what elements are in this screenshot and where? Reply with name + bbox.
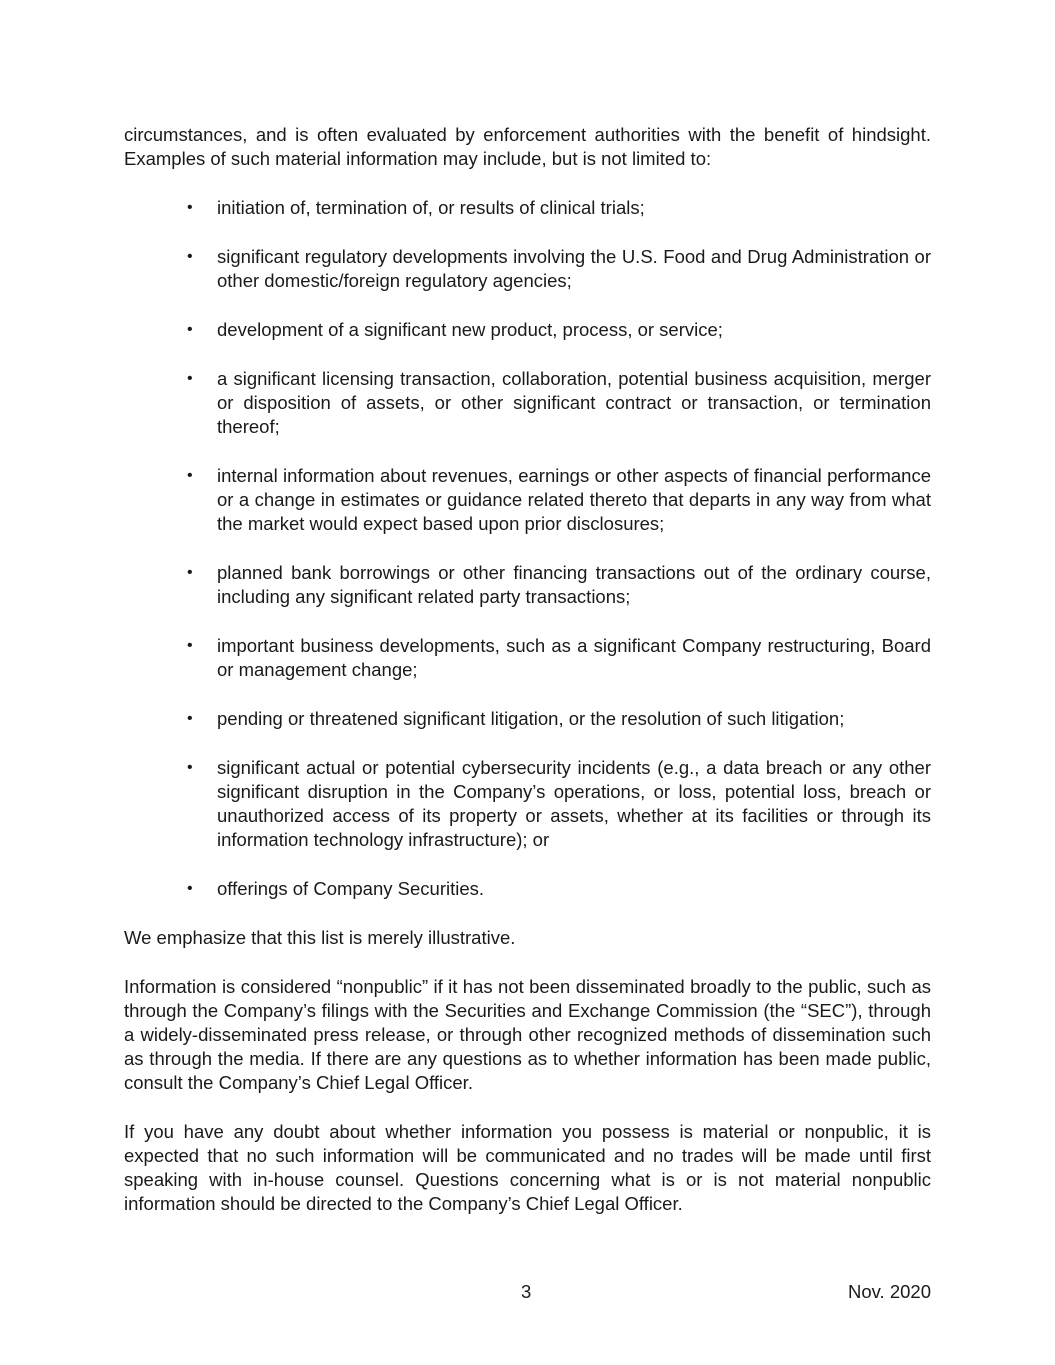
list-item-text: initiation of, termination of, or results of clinical trials; — [217, 197, 645, 218]
nonpublic-paragraph: Information is considered “nonpublic” if it has not been disseminated broadly to the public, such as through the Company’s filings with the Securities and Exchange Commission (the “SEC”), through a widely-disseminated press release, or through other recognized methods of dissemination such as through the media. If there are any questions as to whether information has been made public, consult the Company’s Chief Legal Officer. — [124, 976, 931, 1093]
list-item-text: important business developments, such as a significant Company restructuring, Board or management change; — [217, 635, 931, 680]
list-item-text: significant regulatory developments involving the U.S. Food and Drug Administration or other domestic/foreign regulatory agencies; — [217, 246, 931, 291]
list-item — [187, 707, 931, 731]
list-item-text: planned bank borrowings or other financing transactions out of the ordinary course, including any significant related party transactions; — [217, 562, 931, 607]
bullet-icon: • — [187, 759, 193, 776]
list-item-text: a significant licensing transaction, collaboration, potential business acquisition, merger or disposition of assets, or other significant contract or transaction, or termination thereof; — [217, 368, 931, 437]
emphasis-paragraph: We emphasize that this list is merely illustrative. — [124, 927, 516, 948]
list-item-text: internal information about revenues, earnings or other aspects of financial performance or a change in estimates or guidance related thereto that departs in any way from what the market would expect based upon prior disclosures; — [217, 465, 931, 534]
bullet-icon: • — [187, 248, 193, 265]
bullet-icon: • — [187, 637, 193, 654]
list-item — [187, 561, 931, 609]
material-information-list — [124, 196, 931, 901]
list-item — [187, 634, 931, 682]
list-item-text: offerings of Company Securities. — [217, 878, 485, 899]
bullet-icon: • — [187, 880, 193, 897]
bullet-icon: • — [187, 199, 193, 216]
bullet-icon: • — [187, 564, 193, 581]
bullet-icon: • — [187, 467, 193, 484]
list-item-text: development of a significant new product, process, or service; — [217, 319, 723, 340]
list-item-text: significant actual or potential cybersecurity incidents (e.g., a data breach or any other significant disruption in the Company’s operations, or loss, potential loss, breach or unauthorized access of its property or assets, whether at its facilities or through its information technology infrastructure); or — [217, 757, 931, 850]
page-number: 3 — [521, 1281, 532, 1302]
document-page — [124, 123, 931, 1241]
list-item — [187, 877, 931, 901]
list-item — [187, 756, 931, 852]
doubt-paragraph: If you have any doubt about whether information you possess is material or nonpublic, it is expected that no such information will be communicated and no trades will be made until first speaking with in-house counsel. Questions concerning what is or is not material nonpublic information should be directed to the Company’s Chief Legal Officer. — [124, 1121, 931, 1214]
list-item — [187, 464, 931, 536]
bullet-icon: • — [187, 321, 193, 338]
list-item — [187, 245, 931, 293]
bullet-icon: • — [187, 370, 193, 387]
bullet-icon: • — [187, 710, 193, 727]
footer-date: Nov. 2020 — [848, 1281, 931, 1302]
intro-paragraph: circumstances, and is often evaluated by enforcement authorities with the benefit of hindsight. Examples of such material information may include, but is not limited to: — [124, 124, 931, 169]
list-item — [187, 318, 931, 342]
list-item — [187, 367, 931, 439]
list-item — [187, 196, 931, 220]
list-item-text: pending or threatened significant litigation, or the resolution of such litigation; — [217, 708, 845, 729]
